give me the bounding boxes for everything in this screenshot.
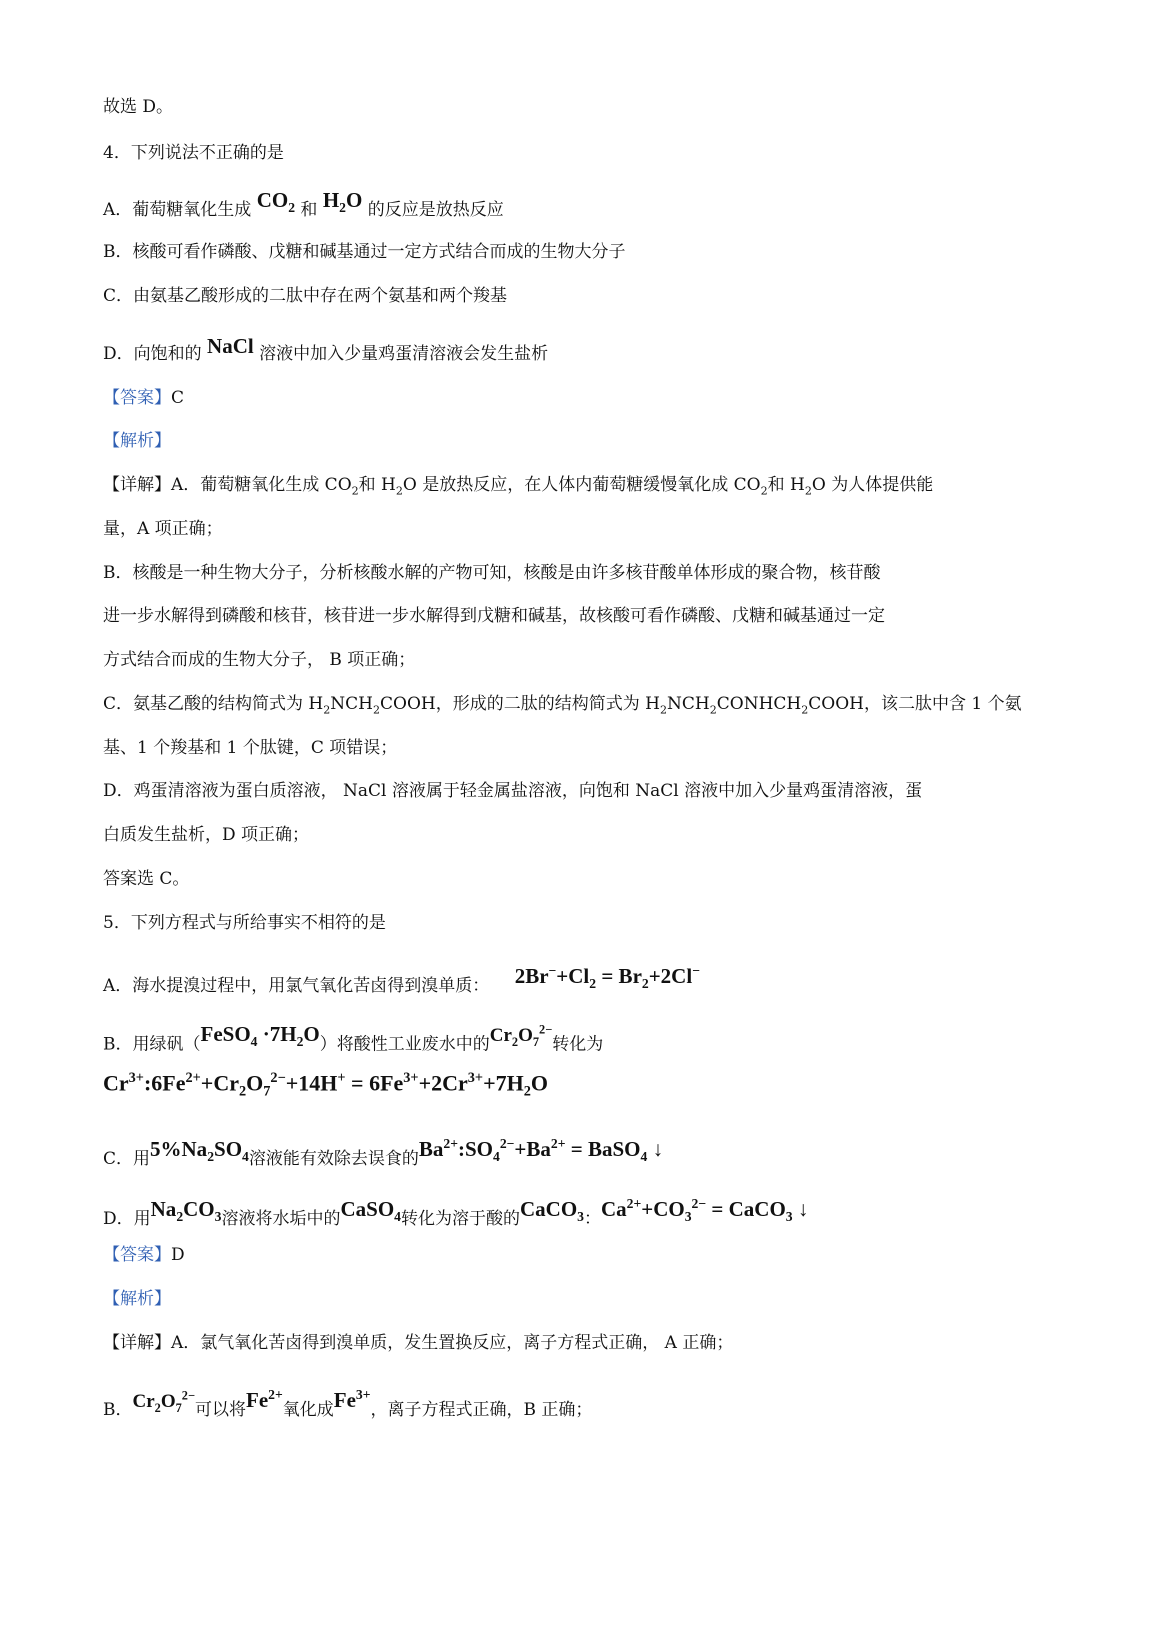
q4-option-c: C．由氨基乙酸形成的二肽中存在两个氨基和两个羧基 (103, 286, 508, 306)
equation-calcium-carbonate: $Ca^{2+}+CO_3^{2-}$ = CaCO$_3$ ↓ (600, 1196, 809, 1225)
q4-detail-d-line-1: D．鸡蛋清溶液为蛋白质溶液， NaCl 溶液属于轻金属盐溶液，向饱和 NaCl 溶液中加入少量鸡蛋清溶液，蛋 (103, 781, 923, 801)
q4-detail-c-part-a: C．氨基乙酸的结构简式为 H (103, 694, 324, 714)
q5-option-c (103, 1136, 664, 1177)
equation-dichromate-reduction: $Cr^{3+}:6Fe^{2+}+Cr_2O_7^{2-}+14H^+ = 6Fe^{3+}+2Cr^{3+}+7H_2O$ (103, 1070, 549, 1100)
detail-tag: 【详解】 (103, 475, 171, 495)
q4-detail-d-line-2: 白质发生盐析，D 项正确； (103, 825, 310, 845)
q4-detail-a-part-3: O 是放热反应，在人体内葡萄糖缓慢氧化成 CO (402, 475, 761, 495)
q5-option-c-part-2: 溶液能有效除去误食的 (248, 1149, 419, 1169)
q4-detail-c-part-f: COOH，该二肽中含 1 个氨 (808, 694, 1022, 714)
detail-tag: 【详解】 (103, 1333, 171, 1353)
q4-option-a (103, 188, 504, 228)
q5-stem: 5．下列方程式与所给事实不相符的是 (103, 913, 386, 933)
formula-iron-3: $Fe^{3+}$ (333, 1387, 371, 1412)
q5-detail-b-part-3: 氧化成 (282, 1400, 334, 1420)
q4-detail-b-line-2: 进一步水解得到磷酸和核苷，核苷进一步水解得到戊糖和碱基，故核酸可看作磷酸、戊糖和碱基通过一定 (103, 606, 885, 626)
q5-option-b-part-2: ）将酸性工业废水中的 (319, 1034, 490, 1055)
q4-detail-c-part-d: NCH (667, 694, 710, 714)
q4-detail-c-line-1: C．氨基乙酸的结构简式为 $H_2NCH_2COOH$，形成的二肽的结构简式为 $H_2NCH_2CONHCH_2COOH$，该二肽中含 1 个氨 (103, 694, 1022, 717)
answer-tag: 【答案】 (103, 388, 171, 408)
q4-option-d-suffix: 溶液中加入少量鸡蛋清溶液会发生盐析 (259, 344, 549, 364)
q4-detail-a: 【详解】A．葡萄糖氧化生成 $CO_2$和 $H_2O$ 是放热反应，在人体内葡萄糖缓慢氧化成 $CO_2$和 $H_2O$ 为人体提供能 (103, 475, 934, 498)
formula-dichromate: $Cr_2O_7^{2-}$ (489, 1023, 553, 1050)
q4-detail-b-line-3: 方式结合而成的生物大分子， B 项正确； (103, 650, 416, 670)
formula-h2o: $H_2O$ (322, 188, 363, 216)
q4-conclusion: 答案选 C。 (103, 869, 190, 889)
q5-detail-b-part-1: B． (103, 1400, 133, 1420)
q4-option-d-prefix: D．向饱和的 (103, 344, 202, 364)
q5-detail-b-part-4: ，离子方程式正确，B 正确； (370, 1400, 593, 1420)
q4-detail-a-part-1: A．葡萄糖氧化生成 CO (171, 475, 352, 495)
q5-option-d-part-3: 转化为溶于酸的 (400, 1209, 520, 1229)
q5-detail-a (103, 1331, 733, 1355)
q4-answer (103, 386, 184, 410)
q4-option-a-suffix: 的反应是放热反应 (367, 200, 504, 220)
q5-option-d-part-1: D．用 (103, 1209, 151, 1229)
q4-option-a-prefix: A．葡萄糖氧化生成 (103, 200, 252, 220)
q4-detail-a-part-5: O 为人体提供能 (811, 475, 934, 495)
q5-detail-a-text: A．氯气氧化苦卤得到溴单质，发生置换反应，离子方程式正确， A 正确； (171, 1333, 734, 1353)
formula-sodium-carbonate: $Na_2CO_3$ (150, 1197, 222, 1225)
formula-dichromate-ion: $Cr_2O_7^{2-}$ (132, 1388, 195, 1415)
q4-detail-a-part-2: 和 H (358, 475, 396, 495)
answer-value: D (171, 1245, 185, 1265)
formula-sodium-sulfate: $5\%Na_2SO_4$ (150, 1137, 249, 1165)
q5-option-d (103, 1196, 809, 1237)
q4-option-d (103, 334, 549, 366)
formula-iron-2: $Fe^{2+}$ (246, 1387, 283, 1412)
q5-detail-b (103, 1387, 593, 1428)
q5-option-b-part-3: 转化为 (552, 1034, 604, 1055)
q4-detail-a-continued: 量，A 项正确； (103, 519, 223, 539)
q5-option-b (103, 1022, 604, 1063)
equation-barium-sulfate: $Ba^{2+}:SO_4^{2-}+Ba^{2+}$ = BaSO$_4$ ↓ (418, 1136, 664, 1165)
formula-green-vitriol: FeSO$_4$ $\cdot 7H_2O$ (200, 1022, 320, 1050)
answer-tag: 【答案】 (103, 1245, 171, 1265)
q4-detail-a-part-4: 和 H (767, 475, 805, 495)
q5-option-d-part-2: 溶液将水垢中的 (221, 1209, 341, 1229)
q4-detail-c-part-e: CONHCH (716, 694, 802, 714)
q3-conclusion: 故选 D。 (103, 97, 174, 117)
q5-detail-b-part-2: 可以将 (195, 1400, 246, 1420)
q4-option-a-and: 和 (300, 200, 318, 220)
answer-value: C (171, 388, 185, 408)
q5-option-a-text: A．海水提溴过程中，用氯气氧化苦卤得到溴单质： (103, 976, 490, 996)
formula-calcium-sulfate: CaSO$_4$ (340, 1197, 401, 1225)
q4-detail-c-line-2: 基、1 个羧基和 1 个肽键，C 项错误； (103, 738, 398, 758)
formula-calcium-carbonate: CaCO$_3$ (519, 1197, 584, 1225)
formula-nacl: NaCl (207, 334, 254, 358)
q4-detail-c-part-c: COOH，形成的二肽的结构简式为 H (380, 694, 660, 714)
q4-detail-b-line-1: B．核酸是一种生物大分子，分析核酸水解的产物可知，核酸是由许多核苷酸单体形成的聚合物，核苷酸 (103, 563, 881, 583)
q5-answer (103, 1243, 185, 1267)
equation-bromine: $2Br^-+Cl_2 = Br_2+2Cl^-$ (514, 963, 700, 992)
q5-analysis-tag: 【解析】 (103, 1289, 171, 1309)
q5-option-b-part-1: B．用绿矾（ (103, 1034, 201, 1055)
q4-detail-c-part-b: NCH (330, 694, 373, 714)
q5-option-a (103, 963, 700, 1004)
q4-stem: 4．下列说法不正确的是 (103, 143, 284, 163)
q4-analysis-tag: 【解析】 (103, 431, 171, 451)
q5-option-d-part-4: ： (583, 1209, 601, 1229)
q4-option-b: B．核酸可看作磷酸、戊糖和碱基通过一定方式结合而成的生物大分子 (103, 242, 626, 262)
formula-co2: $CO_2$ (256, 188, 296, 216)
q5-option-c-part-1: C．用 (103, 1149, 151, 1169)
